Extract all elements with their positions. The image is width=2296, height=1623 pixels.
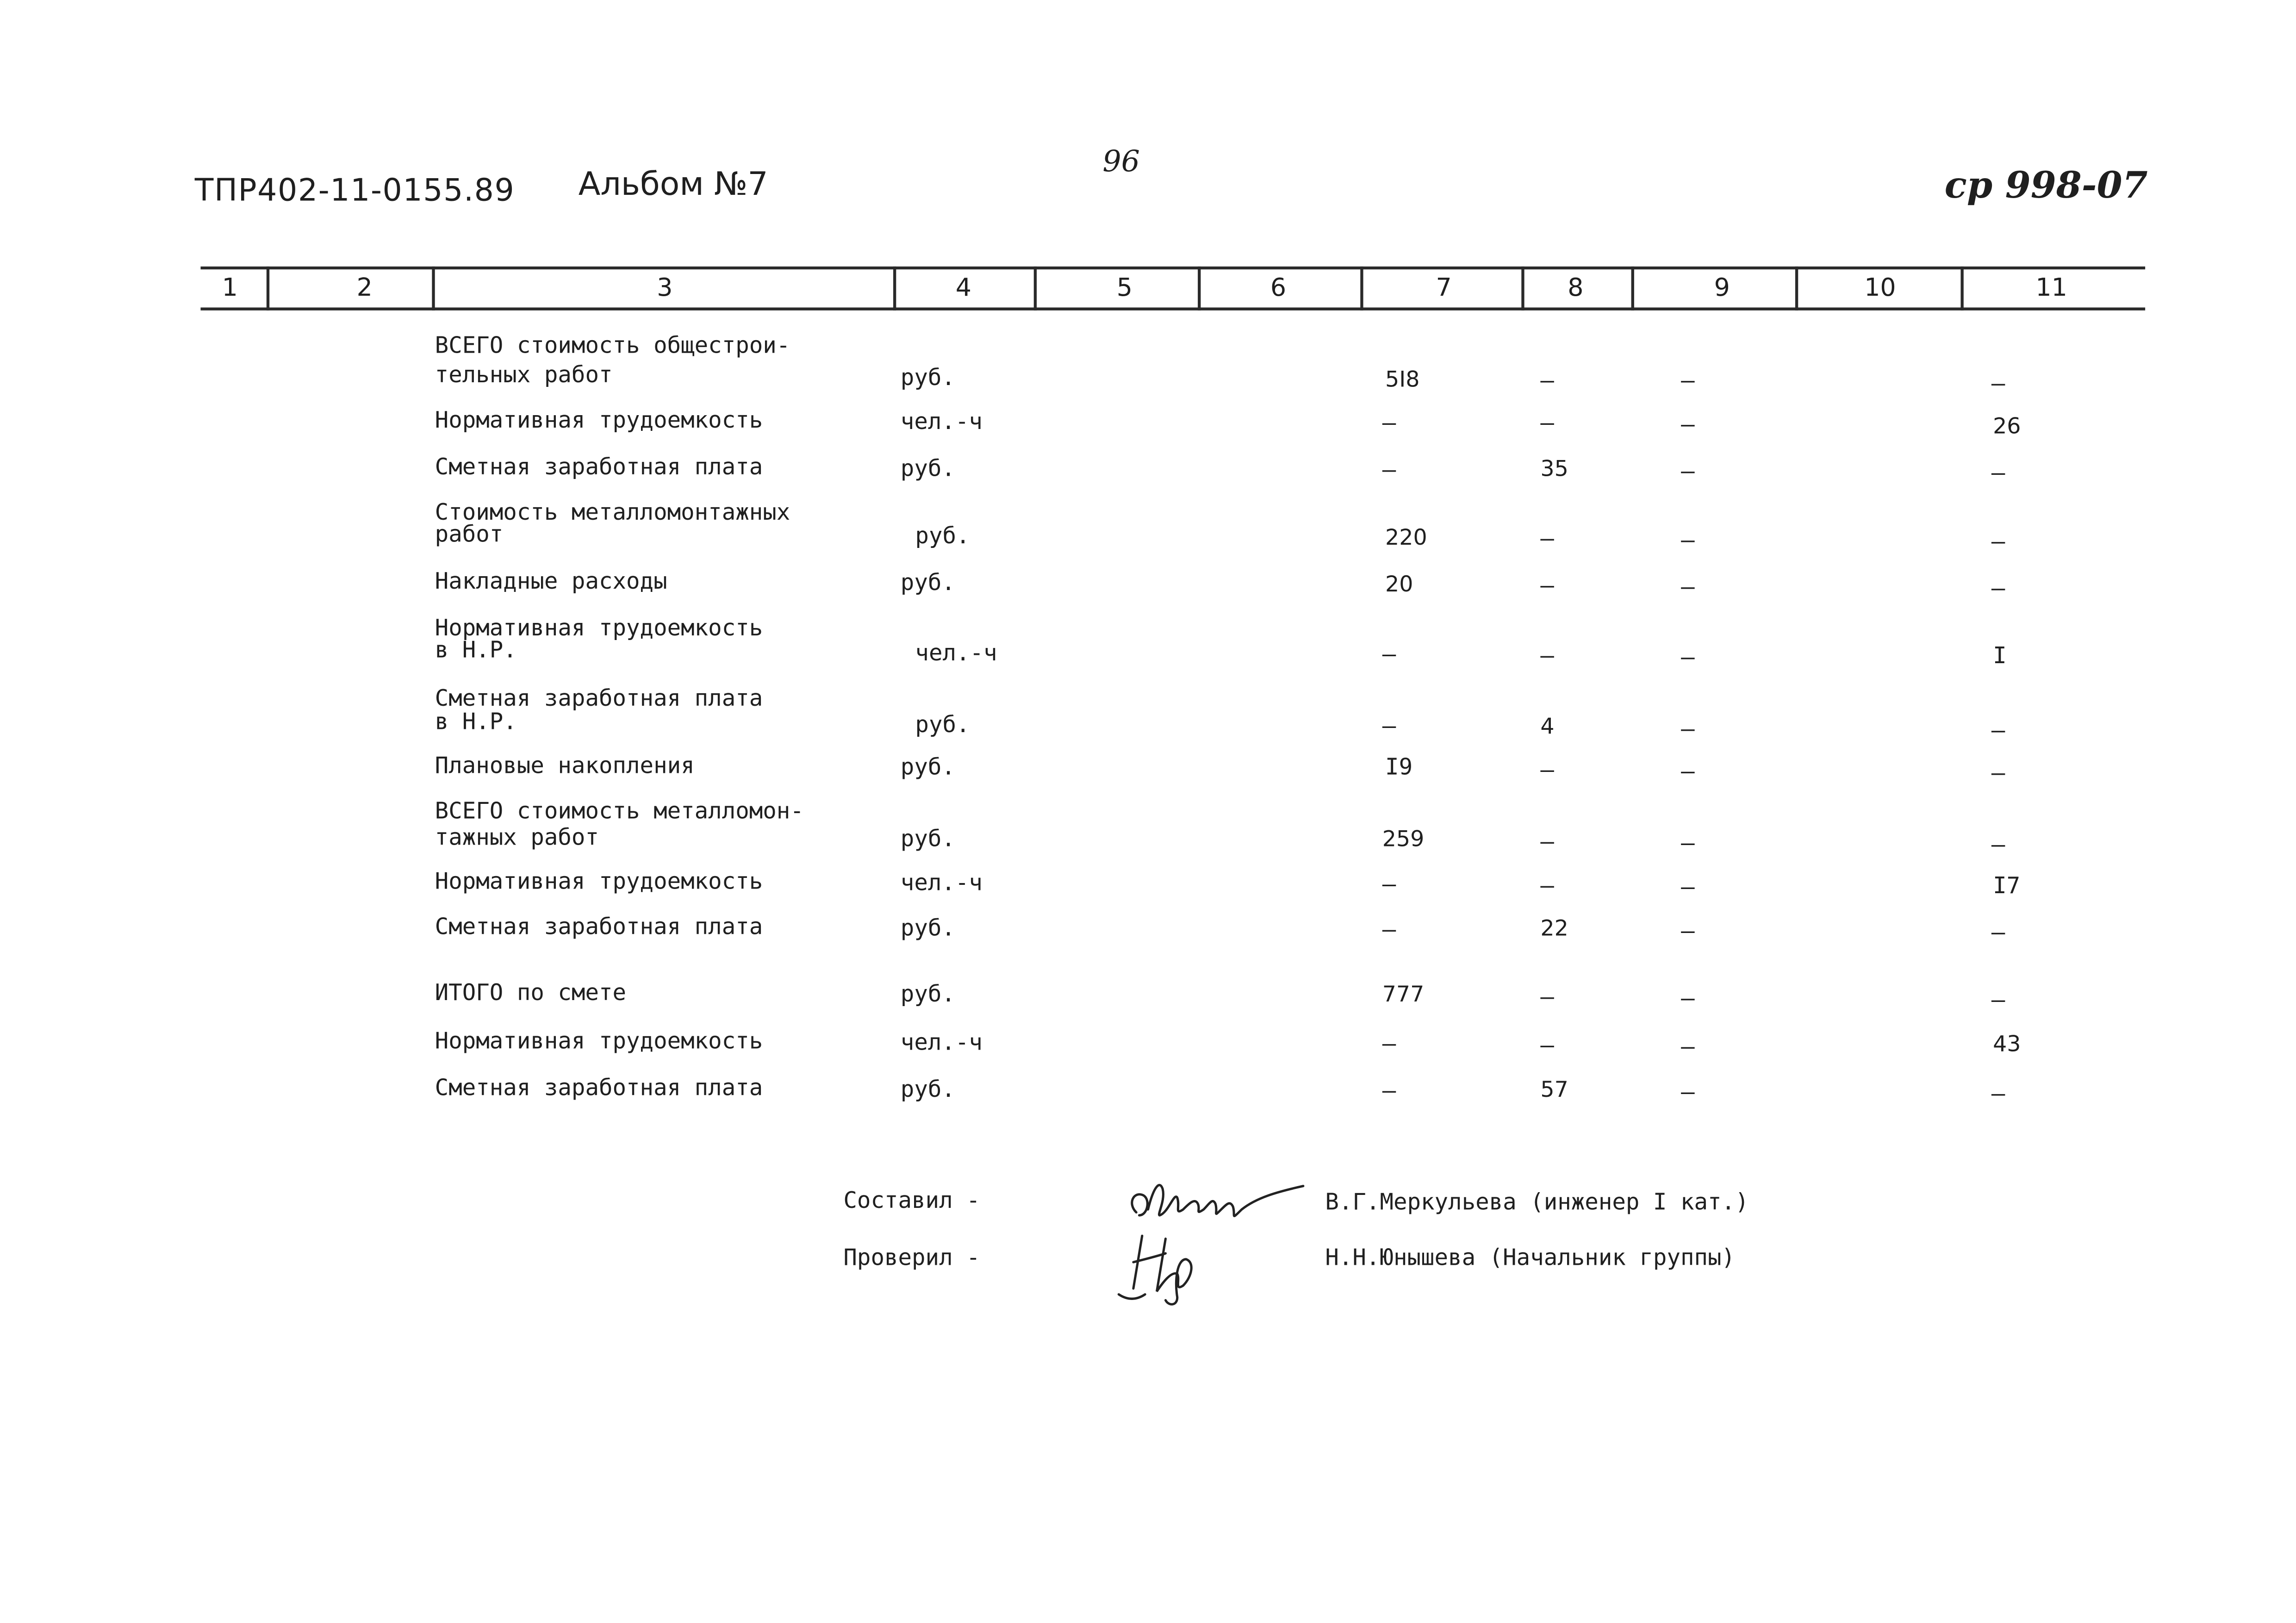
column-divider bbox=[1521, 267, 1524, 311]
unit-cell: руб. bbox=[900, 569, 955, 596]
value-col9: – bbox=[1681, 458, 1695, 485]
unit-cell: руб. bbox=[900, 455, 955, 482]
value-col9: – bbox=[1681, 411, 1695, 438]
column-divider bbox=[1198, 267, 1200, 311]
item-label-line: Сметная заработная плата bbox=[435, 685, 763, 712]
value-col11: 43 bbox=[1993, 1031, 2021, 1057]
document-code: ТПР402-11-0155.89 bbox=[194, 173, 515, 208]
checked-by-name: Н.Н.Юнышева (Начальник группы) bbox=[1325, 1244, 1736, 1271]
value-col7: 220 bbox=[1385, 524, 1427, 551]
column-number-6: 6 bbox=[1270, 274, 1287, 303]
item-label-line: Стоимость металломонтажных bbox=[435, 499, 790, 526]
item-label-line: ВСЕГО стоимость общестрои- bbox=[435, 332, 790, 359]
value-col7: 20 bbox=[1385, 571, 1413, 597]
value-col8: – bbox=[1540, 572, 1554, 599]
value-col8: 57 bbox=[1540, 1076, 1568, 1103]
sheet-code: ср 998-07 bbox=[1944, 164, 2148, 207]
column-divider bbox=[1034, 267, 1036, 311]
unit-cell: чел.-ч bbox=[915, 640, 997, 666]
column-number-5: 5 bbox=[1116, 274, 1132, 303]
column-divider bbox=[1360, 267, 1363, 311]
column-number-9: 9 bbox=[1714, 274, 1730, 303]
value-col11: – bbox=[1991, 575, 2005, 602]
value-col9: – bbox=[1681, 527, 1695, 553]
value-col9: – bbox=[1681, 985, 1695, 1012]
item-label-line: Плановые накопления bbox=[435, 752, 695, 779]
item-label-line: Сметная заработная плата bbox=[435, 914, 763, 940]
value-col8: – bbox=[1540, 642, 1554, 669]
column-number-2: 2 bbox=[356, 274, 373, 303]
value-col9: – bbox=[1681, 1033, 1695, 1060]
compiler-signature-icon bbox=[1125, 1171, 1309, 1230]
value-col11: – bbox=[1991, 987, 2005, 1014]
unit-cell: руб. bbox=[900, 1076, 955, 1103]
value-col7: 5I8 bbox=[1385, 366, 1420, 392]
column-number-4: 4 bbox=[955, 274, 971, 303]
item-label-line: Нормативная трудоемкость bbox=[435, 1028, 763, 1055]
value-col8: – bbox=[1540, 872, 1554, 899]
value-col9: – bbox=[1681, 758, 1695, 785]
column-divider bbox=[1631, 267, 1634, 311]
value-col7: – bbox=[1382, 916, 1396, 943]
value-col9: – bbox=[1681, 1079, 1695, 1106]
value-col9: – bbox=[1681, 574, 1695, 601]
value-col9: – bbox=[1681, 644, 1695, 671]
column-divider bbox=[1795, 267, 1798, 311]
value-col8: – bbox=[1540, 410, 1554, 436]
compiled-by-label: Составил - bbox=[843, 1187, 980, 1214]
item-label-line: Сметная заработная плата bbox=[435, 1075, 763, 1101]
value-col7: I9 bbox=[1385, 754, 1413, 781]
value-col7: – bbox=[1382, 410, 1396, 436]
unit-cell: чел.-ч bbox=[900, 1029, 983, 1056]
item-label-line: ИТОГО по смете bbox=[435, 979, 627, 1006]
value-col11: – bbox=[1991, 1080, 2005, 1107]
unit-cell: чел.-ч bbox=[900, 408, 983, 435]
page-number: 96 bbox=[1102, 143, 1140, 179]
value-col11: – bbox=[1991, 760, 2005, 787]
checked-by-label: Проверил - bbox=[843, 1244, 980, 1271]
column-number-8: 8 bbox=[1568, 274, 1584, 303]
value-col7: – bbox=[1382, 713, 1396, 740]
value-col11: I7 bbox=[1993, 872, 2021, 899]
column-number-11: 11 bbox=[2035, 274, 2067, 303]
item-label-line: Сметная заработная плата bbox=[435, 454, 763, 480]
header-bottom-rule bbox=[200, 307, 2145, 310]
value-col8: – bbox=[1540, 757, 1554, 784]
unit-cell: руб. bbox=[900, 981, 955, 1007]
item-label-line: ВСЕГО стоимость металломон- bbox=[435, 798, 804, 825]
item-label-line: Нормативная трудоемкость bbox=[435, 868, 763, 895]
compiled-by-name: В.Г.Меркульева (инженер I кат.) bbox=[1325, 1189, 1749, 1216]
column-number-3: 3 bbox=[657, 274, 673, 303]
column-divider bbox=[432, 267, 434, 311]
header-top-rule bbox=[200, 267, 2145, 269]
item-label-line: работ bbox=[435, 521, 504, 548]
value-col9: – bbox=[1681, 830, 1695, 857]
value-col8: – bbox=[1540, 525, 1554, 552]
value-col11: I bbox=[1993, 642, 2007, 669]
item-label-line: Нормативная трудоемкость bbox=[435, 615, 763, 641]
value-col7: – bbox=[1382, 457, 1396, 484]
value-col7: – bbox=[1382, 1031, 1396, 1057]
value-col7: – bbox=[1382, 641, 1396, 668]
column-header-table bbox=[200, 267, 2145, 311]
value-col9: – bbox=[1681, 874, 1695, 901]
value-col8: – bbox=[1540, 1032, 1554, 1059]
item-label-line: Нормативная трудоемкость bbox=[435, 407, 763, 434]
unit-cell: руб. bbox=[900, 915, 955, 942]
value-col11: – bbox=[1991, 717, 2005, 744]
value-col8: 4 bbox=[1540, 713, 1555, 740]
value-col11: 26 bbox=[1993, 413, 2021, 440]
checker-signature-icon bbox=[1113, 1227, 1207, 1309]
value-col11: – bbox=[1991, 460, 2005, 486]
column-number-10: 10 bbox=[1864, 274, 1896, 303]
value-col8: – bbox=[1540, 984, 1554, 1011]
unit-cell: руб. bbox=[900, 826, 955, 852]
item-label-line: тельных работ bbox=[435, 361, 613, 388]
value-col7: 259 bbox=[1382, 826, 1425, 852]
value-col11: – bbox=[1991, 529, 2005, 555]
column-number-7: 7 bbox=[1436, 274, 1452, 303]
value-col8: 22 bbox=[1540, 915, 1568, 942]
column-divider bbox=[893, 267, 896, 311]
column-divider bbox=[267, 267, 269, 311]
item-label-line: тажных работ bbox=[435, 824, 599, 851]
column-divider bbox=[1960, 267, 1963, 311]
item-label-line: в Н.Р. bbox=[435, 709, 517, 735]
item-label-line: в Н.Р. bbox=[435, 637, 517, 664]
value-col9: – bbox=[1681, 716, 1695, 743]
unit-cell: руб. bbox=[900, 754, 955, 781]
value-col7: 777 bbox=[1382, 981, 1425, 1007]
value-col8: – bbox=[1540, 367, 1554, 394]
album-number: Альбом №7 bbox=[578, 167, 768, 204]
value-col8: 35 bbox=[1540, 455, 1568, 482]
value-col11: – bbox=[1991, 832, 2005, 858]
value-col7: – bbox=[1382, 871, 1396, 898]
value-col7: – bbox=[1382, 1077, 1396, 1104]
unit-cell: руб. bbox=[900, 364, 955, 391]
value-col8: – bbox=[1540, 828, 1554, 855]
unit-cell: руб. bbox=[915, 522, 970, 549]
unit-cell: чел.-ч bbox=[900, 870, 983, 896]
value-col9: – bbox=[1681, 918, 1695, 945]
unit-cell: руб. bbox=[915, 711, 970, 738]
column-number-1: 1 bbox=[222, 274, 238, 303]
value-col11: – bbox=[1991, 919, 2005, 946]
item-label-line: Накладные расходы bbox=[435, 568, 667, 595]
value-col9: – bbox=[1681, 367, 1695, 394]
value-col11: – bbox=[1991, 370, 2005, 397]
